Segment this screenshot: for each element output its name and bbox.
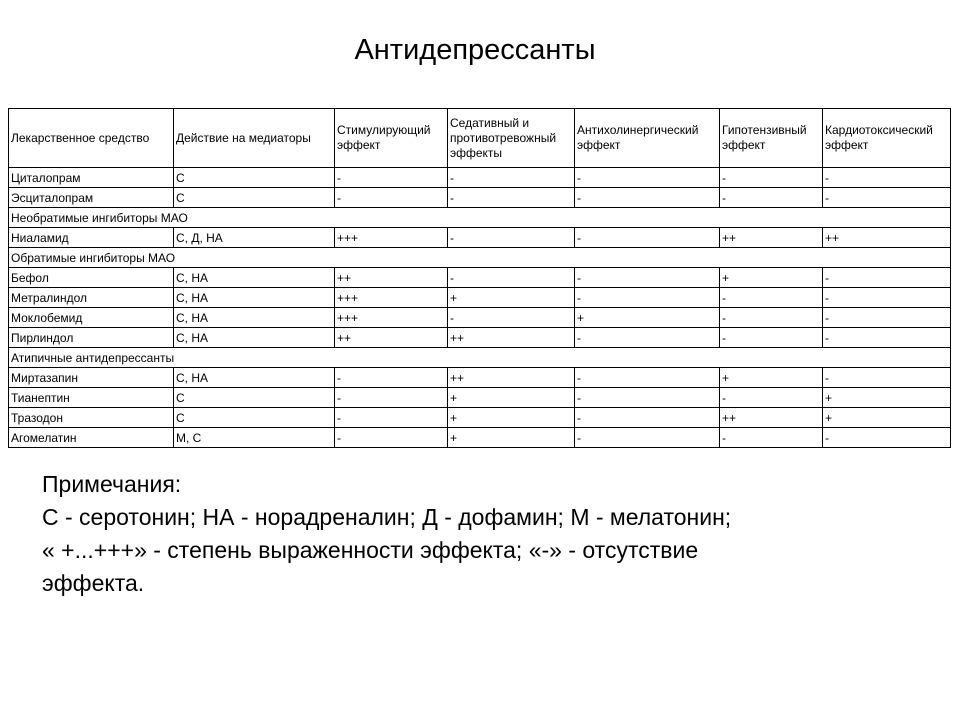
cell-sedative: - [448,228,575,248]
table-row [9,288,951,308]
cell-stimulating: +++ [335,308,448,328]
cell-mediators: С, НА [174,368,335,388]
cell-hypotensive: - [720,188,823,208]
cell-hypotensive: - [720,328,823,348]
cell-stimulating: ++ [335,328,448,348]
cell-sedative: + [448,288,575,308]
cell-drug: Агомелатин [9,428,174,448]
cell-hypotensive: - [720,428,823,448]
header-hypotensive: Гипотензивный эффект [720,109,823,168]
cell-hypotensive: + [720,368,823,388]
cell-cardiotoxic: + [823,388,951,408]
cell-mediators: С [174,408,335,428]
table-row [9,188,951,208]
cell-hypotensive: - [720,168,823,188]
table-row [9,168,951,188]
header-stimulating: Стимулирующий эффект [335,109,448,168]
cell-anticholinergic: - [575,408,720,428]
cell-mediators: С, НА [174,268,335,288]
cell-anticholinergic: - [575,328,720,348]
cell-hypotensive: + [720,268,823,288]
cell-cardiotoxic: + [823,408,951,428]
cell-stimulating: +++ [335,288,448,308]
header-drug: Лекарственное средство [9,109,174,168]
cell-anticholinergic: - [575,288,720,308]
cell-cardiotoxic: - [823,168,951,188]
cell-sedative: - [448,268,575,288]
cell-anticholinergic: - [575,388,720,408]
cell-hypotensive: - [720,388,823,408]
cell-stimulating: ++ [335,268,448,288]
notes [42,468,922,600]
table-row [9,388,951,408]
cell-hypotensive: - [720,288,823,308]
cell-mediators: С, Д, НА [174,228,335,248]
cell-cardiotoxic: - [823,308,951,328]
cell-hypotensive: - [720,308,823,328]
table-row [9,308,951,328]
table-section-row [9,248,951,268]
cell-sedative: + [448,428,575,448]
header-mediators: Действие на медиаторы [174,109,335,168]
cell-hypotensive: ++ [720,228,823,248]
cell-stimulating: - [335,408,448,428]
header-sedative: Седативный и противотревожный эффекты [448,109,575,168]
cell-hypotensive: ++ [720,408,823,428]
cell-cardiotoxic: - [823,368,951,388]
table-section-row [9,208,951,228]
cell-stimulating: - [335,168,448,188]
cell-sedative: ++ [448,368,575,388]
header-anticholinergic: Антихолинергический эффект [575,109,720,168]
cell-stimulating: - [335,188,448,208]
cell-drug: Тианептин [9,388,174,408]
cell-mediators: С, НА [174,328,335,348]
cell-drug: Моклобемид [9,308,174,328]
cell-mediators: С [174,388,335,408]
cell-drug: Метралиндол [9,288,174,308]
cell-anticholinergic: - [575,188,720,208]
cell-stimulating: - [335,428,448,448]
cell-cardiotoxic: - [823,288,951,308]
cell-mediators: М, С [174,428,335,448]
cell-drug: Миртазапин [9,368,174,388]
section-label: Необратимые ингибиторы МАО [9,208,951,228]
cell-stimulating: +++ [335,228,448,248]
cell-anticholinergic: - [575,428,720,448]
cell-sedative: - [448,188,575,208]
table-row [9,368,951,388]
cell-drug: Тразодон [9,408,174,428]
table-row [9,228,951,248]
cell-mediators: С [174,188,335,208]
notes-line: С - серотонин; НА - норадреналин; Д - дофамин; М - мелатонин; [42,504,732,530]
cell-mediators: С, НА [174,288,335,308]
cell-mediators: С, НА [174,308,335,328]
cell-anticholinergic: - [575,168,720,188]
cell-drug: Циталопрам [9,168,174,188]
cell-sedative: + [448,408,575,428]
cell-sedative: - [448,168,575,188]
cell-sedative: + [448,388,575,408]
cell-cardiotoxic: ++ [823,228,951,248]
header-cardiotoxic: Кардиотоксический эффект [823,109,951,168]
cell-stimulating: - [335,388,448,408]
notes-line: эффекта. [42,570,145,596]
cell-drug: Эсциталопрам [9,188,174,208]
cell-anticholinergic: - [575,368,720,388]
table-row [9,268,951,288]
cell-cardiotoxic: - [823,328,951,348]
cell-drug: Бефол [9,268,174,288]
cell-anticholinergic: - [575,228,720,248]
table-body [9,168,951,448]
notes-line: « +...+++» - степень выраженности эффекта; «-» - отсутствие [42,537,699,563]
cell-stimulating: - [335,368,448,388]
table-section-row [9,348,951,368]
cell-mediators: С [174,168,335,188]
table-row [9,428,951,448]
table-row [9,328,951,348]
cell-anticholinergic: + [575,308,720,328]
cell-drug: Ниаламид [9,228,174,248]
cell-sedative: ++ [448,328,575,348]
table-header-row [9,109,951,168]
cell-cardiotoxic: - [823,268,951,288]
cell-sedative: - [448,308,575,328]
antidepressants-table [8,108,951,448]
cell-drug: Пирлиндол [9,328,174,348]
cell-cardiotoxic: - [823,188,951,208]
section-label: Обратимые ингибиторы МАО [9,248,951,268]
page-title: Антидепрессанты [354,34,596,66]
section-label: Атипичные антидепрессанты [9,348,951,368]
cell-anticholinergic: - [575,268,720,288]
cell-cardiotoxic: - [823,428,951,448]
notes-heading: Примечания: [42,471,182,497]
table-row [9,408,951,428]
